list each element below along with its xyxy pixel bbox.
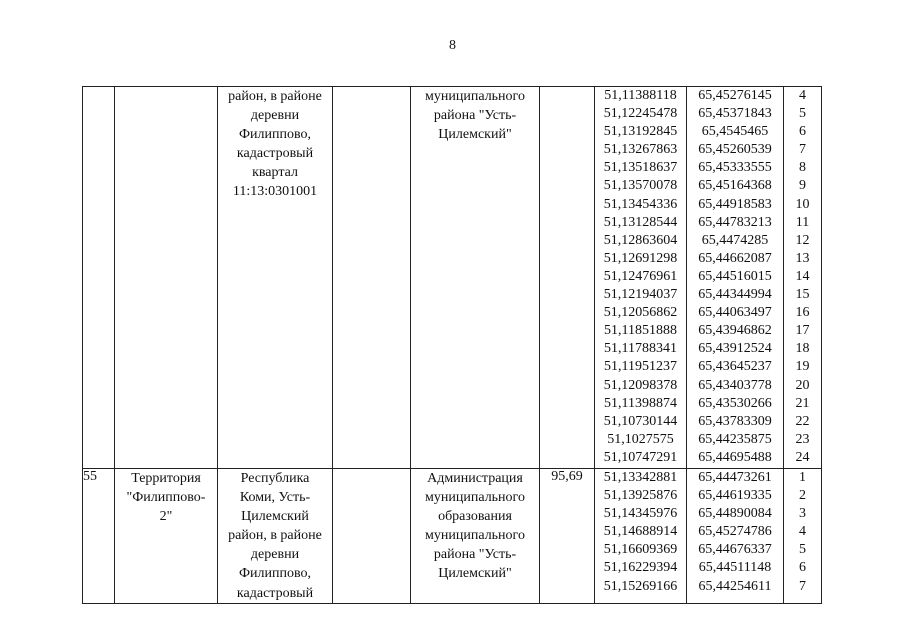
point-number: 10: [795, 196, 810, 212]
latitude-value: 51,12194037: [603, 287, 678, 303]
latitude-value: 51,13570078: [603, 178, 678, 194]
latitude-value: 51,16229394: [603, 560, 678, 576]
longitude-value: 65,44235875: [698, 431, 772, 447]
point-number: 23: [795, 431, 810, 447]
point-number: 8: [799, 160, 806, 176]
point-number: 5: [799, 542, 806, 558]
latitude-value: 51,13454336: [603, 196, 678, 212]
row-number-cell: [83, 87, 115, 469]
point-number: 12: [795, 232, 810, 248]
longitude-value: 65,44473261: [698, 470, 772, 485]
longitude-value: 65,45260539: [698, 142, 772, 158]
point-number-cell: [784, 87, 822, 469]
point-number: 2: [799, 488, 806, 504]
longitude-value: 65,44695488: [698, 449, 772, 465]
longitude-value: 65,45276145: [698, 88, 772, 103]
longitude-value: 65,43530266: [698, 395, 772, 411]
latitude-value: 51,13518637: [603, 160, 678, 176]
location-cell: район, в районе деревни Филиппово, кадастровый квартал 11:13:0301001: [218, 87, 333, 469]
latitude-list: [595, 87, 686, 467]
latitude-value: 51,11388118: [604, 88, 677, 103]
longitude-value: 65,44918583: [698, 196, 772, 212]
point-number: 20: [795, 377, 810, 393]
point-number-list: [784, 87, 821, 467]
longitude-value: 65,44511148: [698, 560, 772, 576]
latitude-value: 51,13128544: [603, 214, 678, 230]
longitude-cell: [687, 469, 784, 604]
latitude-value: 51,11788341: [604, 341, 677, 357]
latitude-value: 51,12691298: [603, 250, 678, 266]
point-number: 14: [795, 268, 810, 284]
latitude-value: 51,10747291: [603, 449, 678, 465]
latitude-value: 51,13925876: [603, 488, 678, 504]
longitude-value: 65,43783309: [698, 413, 772, 429]
latitude-value: 51,12245478: [603, 106, 678, 122]
authority-cell: муниципального района "Усть- Цилемский": [411, 87, 540, 469]
longitude-value: 65,45333555: [698, 160, 772, 176]
area-cell: 95,69: [540, 469, 595, 604]
latitude-value: 51,12476961: [603, 268, 678, 284]
longitude-value: 65,4474285: [701, 232, 769, 248]
longitude-list: [687, 469, 783, 596]
point-number: 15: [795, 287, 810, 303]
longitude-value: 65,43912524: [698, 341, 772, 357]
longitude-value: 65,44254611: [698, 578, 772, 594]
point-number: 16: [795, 305, 810, 321]
point-number: 6: [799, 124, 806, 140]
point-number: 5: [799, 106, 806, 122]
longitude-cell: [687, 87, 784, 469]
location-cell: Республика Коми, Усть- Цилемский район, в районе деревни Филиппово, кадастровый: [218, 469, 333, 604]
latitude-value: 51,14688914: [603, 524, 678, 540]
longitude-value: 65,44890084: [698, 506, 772, 522]
latitude-value: 51,12863604: [603, 232, 678, 248]
page-number: 8: [449, 38, 456, 53]
point-number: 18: [795, 341, 810, 357]
latitude-value: 51,16609369: [603, 542, 678, 558]
latitude-value: 51,14345976: [603, 506, 678, 522]
longitude-value: 65,44516015: [698, 268, 772, 284]
latitude-value: 51,10730144: [603, 413, 678, 429]
point-number: 19: [795, 359, 810, 375]
point-number: 22: [795, 413, 810, 429]
point-number: 24: [795, 449, 810, 465]
latitude-value: 51,11851888: [604, 323, 677, 339]
longitude-value: 65,44783213: [698, 214, 772, 230]
longitude-value: 65,45371843: [698, 106, 772, 122]
longitude-value: 65,43403778: [698, 377, 772, 393]
point-number: 7: [799, 578, 806, 594]
point-number: 4: [799, 524, 806, 540]
latitude-value: 51,11951237: [604, 359, 677, 375]
point-number: 3: [799, 506, 806, 522]
longitude-value: 65,44662087: [698, 250, 772, 266]
table-row: [83, 87, 822, 469]
point-number: 13: [795, 250, 810, 266]
point-number-cell: [784, 469, 822, 604]
latitude-value: 51,13342881: [603, 470, 678, 485]
authority-cell: Администрация муниципального образования муниципального района "Усть- Цилемский": [411, 469, 540, 604]
area-cell: [540, 87, 595, 469]
longitude-value: 65,45164368: [698, 178, 772, 194]
latitude-list: [595, 469, 686, 596]
point-number: 7: [799, 142, 806, 158]
longitude-list: [687, 87, 783, 467]
longitude-value: 65,45274786: [698, 524, 772, 540]
point-number: 1: [799, 470, 806, 485]
longitude-value: 65,44063497: [698, 305, 772, 321]
latitude-value: 51,13192845: [603, 124, 678, 140]
point-number: 21: [795, 395, 810, 411]
table-row: [83, 469, 822, 604]
latitude-value: 51,12098378: [603, 377, 678, 393]
longitude-value: 65,43645237: [698, 359, 772, 375]
longitude-value: 65,43946862: [698, 323, 772, 339]
point-number: 4: [799, 88, 806, 103]
point-number: 6: [799, 560, 806, 576]
latitude-cell: [595, 87, 687, 469]
territory-name-cell: [115, 87, 218, 469]
empty-cell: [333, 469, 411, 604]
latitude-value: 51,12056862: [603, 305, 678, 321]
longitude-value: 65,44676337: [698, 542, 772, 558]
territory-name-cell: Территория "Филиппово- 2": [115, 469, 218, 604]
latitude-value: 51,13267863: [603, 142, 678, 158]
latitude-cell: [595, 469, 687, 604]
row-number-cell: 55: [83, 469, 115, 604]
latitude-value: 51,1027575: [607, 431, 674, 447]
point-number: 9: [799, 178, 806, 194]
point-number: 11: [795, 214, 810, 230]
longitude-value: 65,44619335: [698, 488, 772, 504]
latitude-value: 51,11398874: [604, 395, 677, 411]
point-number-list: [784, 469, 821, 596]
coordinates-table: [82, 86, 822, 604]
point-number: 17: [795, 323, 810, 339]
longitude-value: 65,4545465: [701, 124, 769, 140]
longitude-value: 65,44344994: [698, 287, 772, 303]
empty-cell: [333, 87, 411, 469]
latitude-value: 51,15269166: [603, 578, 678, 594]
